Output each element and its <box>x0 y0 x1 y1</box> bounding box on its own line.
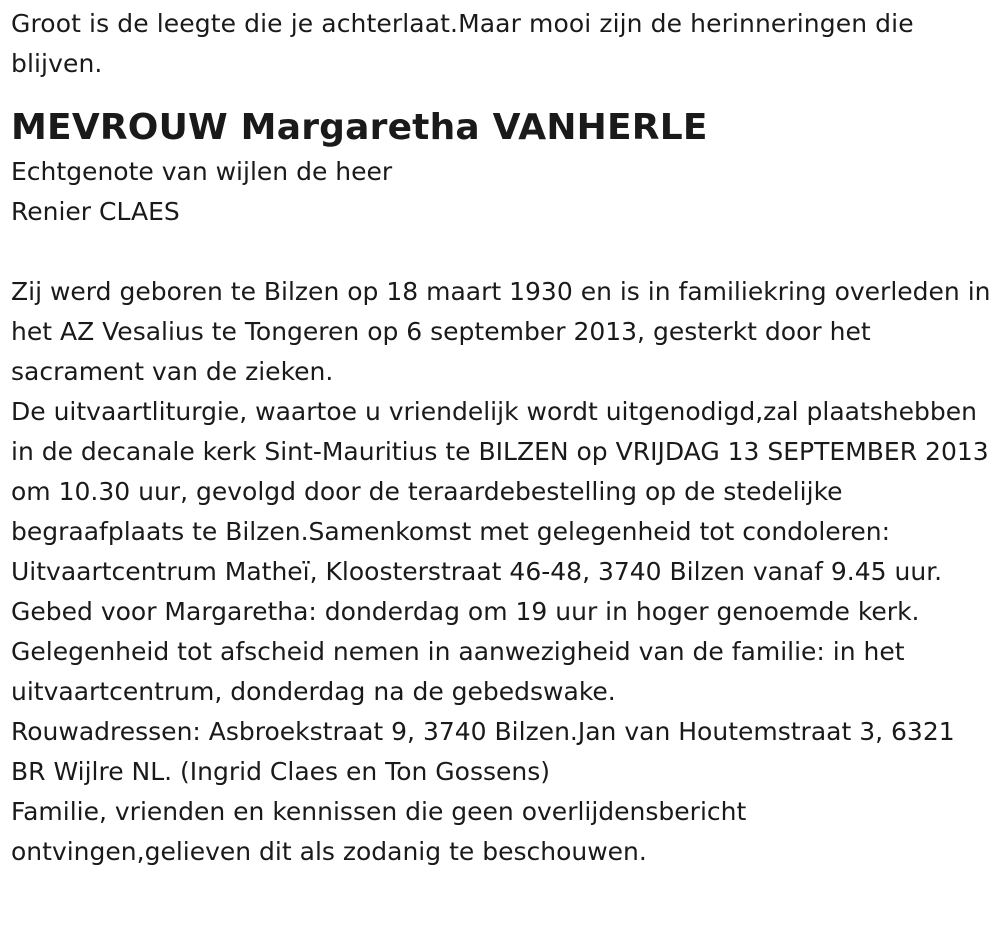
obituary-notice <box>11 0 991 872</box>
spouse-relation <box>11 152 991 232</box>
birth-death-paragraph: Zij werd geboren te Bilzen op 18 maart 1930 en is in familiekring overleden in het AZ Vesalius te Tongeren op 6 september 2013, gesterkt door het sacrament van de zieken. <box>11 277 991 386</box>
farewell-paragraph: Gelegenheid tot afscheid nemen in aanwezigheid van de familie: in het uitvaartcentrum, donderdag na de gebedswake. <box>11 637 905 706</box>
relation-line-2: Renier CLAES <box>11 197 180 226</box>
mourning-addresses-paragraph: Rouwadressen: Asbroekstraat 9, 3740 Bilzen.Jan van Houtemstraat 3, 6321 BR Wijlre NL. (Ingrid Claes en Ton Gossens) <box>11 717 955 786</box>
deceased-name: MEVROUW Margaretha VANHERLE <box>11 107 708 148</box>
closing-paragraph: Familie, vrienden en kennissen die geen overlijdensbericht ontvingen,gelieven dit als zodanig te beschouwen. <box>11 797 747 866</box>
memorial-quote: Groot is de leegte die je achterlaat.Maar mooi zijn de herinneringen die blijven. <box>11 9 914 78</box>
obituary-body <box>11 272 991 872</box>
relation-line-1: Echtgenote van wijlen de heer <box>11 157 393 186</box>
prayer-paragraph: Gebed voor Margaretha: donderdag om 19 uur in hoger genoemde kerk. <box>11 597 920 626</box>
funeral-paragraph: De uitvaartliturgie, waartoe u vriendelijk wordt uitgenodigd,zal plaatshebben in de decanale kerk Sint-Mauritius te BILZEN op VRIJDAG 13 SEPTEMBER 2013 om 10.30 uur, gevolgd door de teraardebestelling op de stedelijke begraafplaats te Bilzen.Samenkomst met gelegenheid tot condoleren: Uitvaartcentrum Matheï, Kloosterstraat 46-48, 3740 Bilzen vanaf 9.45 uur. <box>11 397 989 586</box>
